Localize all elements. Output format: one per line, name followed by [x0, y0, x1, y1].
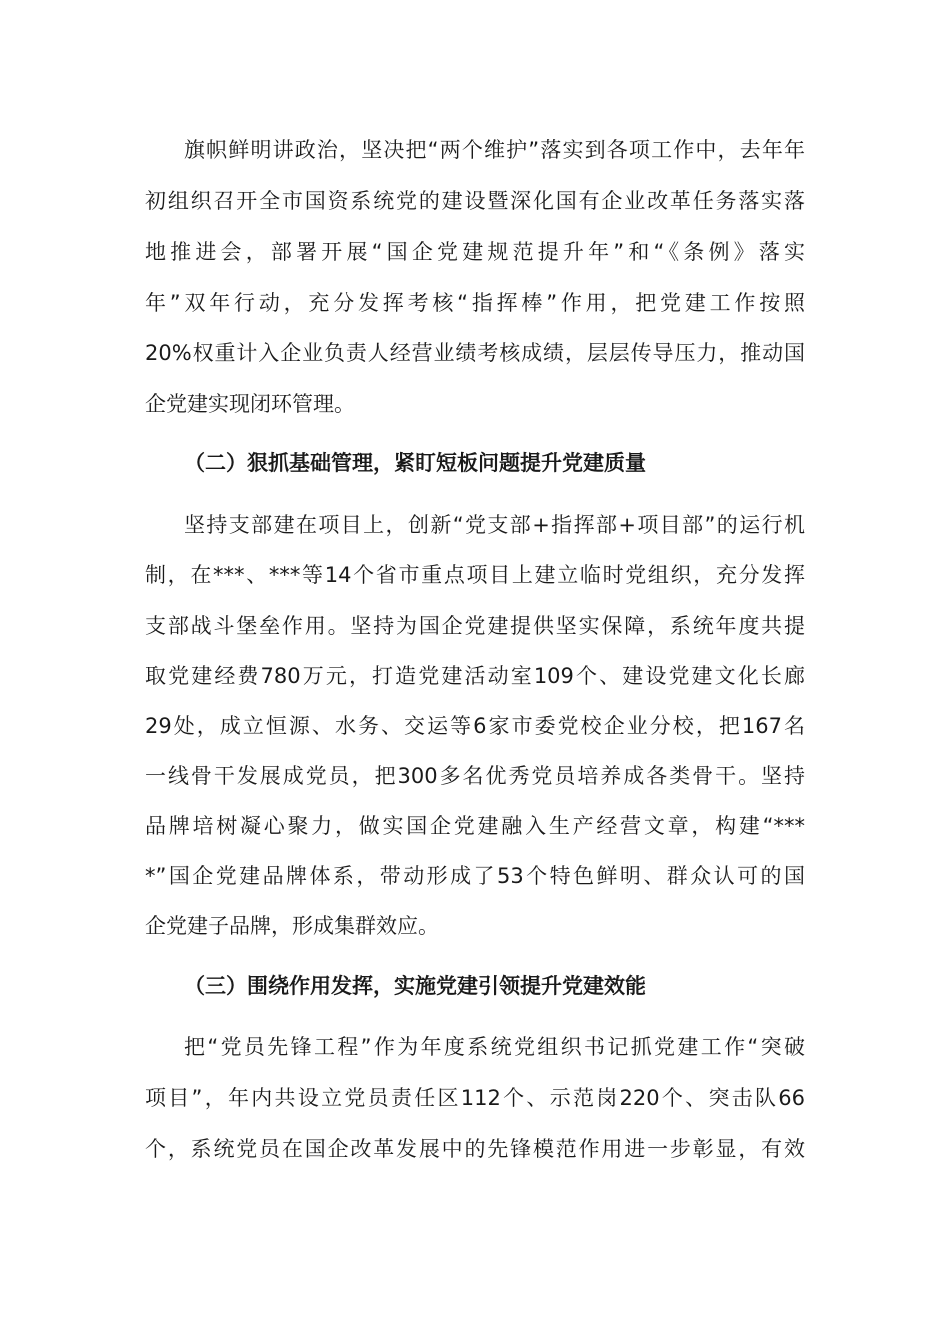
paragraph-line: 支部战斗堡垒作用。坚持为国企党建提供坚实保障，系统年度共提	[145, 614, 805, 638]
section-heading: （二）狠抓基础管理，紧盯短板问题提升党建质量	[184, 451, 646, 475]
paragraph-line: 旗帜鲜明讲政治，坚决把“两个维护”落实到各项工作中，去年年	[184, 138, 805, 162]
paragraph-line: 企党建子品牌，形成集群效应。	[145, 914, 439, 938]
paragraph-line: 制，在***、***等14个省市重点项目上建立临时党组织，充分发挥	[145, 563, 805, 587]
section-heading: （三）围绕作用发挥，实施党建引领提升党建效能	[184, 974, 646, 998]
paragraph-line: 品牌培树凝心聚力，做实国企党建融入生产经营文章，构建“***	[145, 814, 805, 838]
paragraph-line: 个，系统党员在国企改革发展中的先锋模范作用进一步彰显，有效	[145, 1137, 805, 1161]
paragraph-line: 年”双年行动，充分发挥考核“指挥棒”作用，把党建工作按照	[145, 291, 805, 315]
paragraph-line: 项目”，年内共设立党员责任区112个、示范岗220个、突击队66	[145, 1086, 805, 1110]
paragraph-line: 企党建实现闭环管理。	[145, 392, 355, 416]
paragraph-line: 地推进会，部署开展“国企党建规范提升年”和“《条例》落实	[145, 240, 805, 264]
paragraph-line: 20%权重计入企业负责人经营业绩考核成绩，层层传导压力，推动国	[145, 341, 805, 365]
paragraph-line: 把“党员先锋工程”作为年度系统党组织书记抓党建工作“突破	[184, 1035, 805, 1059]
paragraph-line: 坚持支部建在项目上，创新“党支部+指挥部+项目部”的运行机	[184, 513, 805, 537]
paragraph-line: 初组织召开全市国资系统党的建设暨深化国有企业改革任务落实落	[145, 189, 805, 213]
paragraph-line: *”国企党建品牌体系，带动形成了53个特色鲜明、群众认可的国	[145, 864, 805, 888]
paragraph-line: 29处，成立恒源、水务、交运等6家市委党校企业分校，把167名	[145, 714, 805, 738]
paragraph-line: 取党建经费780万元，打造党建活动室109个、建设党建文化长廊	[145, 664, 805, 688]
paragraph-line: 一线骨干发展成党员，把300多名优秀党员培养成各类骨干。坚持	[145, 764, 805, 788]
